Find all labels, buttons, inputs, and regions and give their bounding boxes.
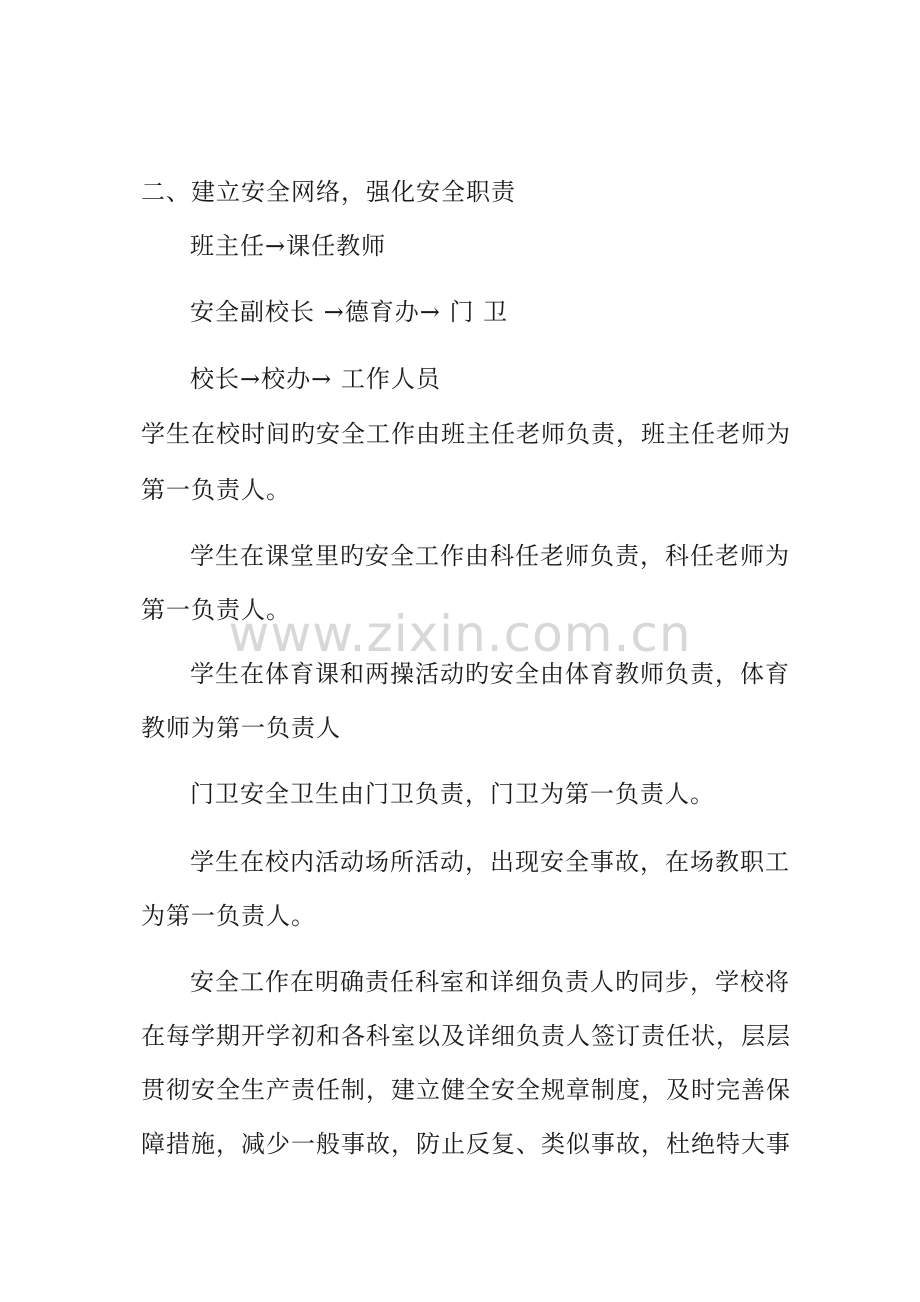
paragraph-3-line-2: 教师为第一负责人 (141, 714, 341, 742)
paragraph-2-line-2: 第一负责人。 (141, 596, 291, 624)
paragraph-5-line-1: 学生在校内活动场所活动，出现安全事故，在场教职工 (190, 848, 790, 876)
network-line-2: 安全副校长 →德育办→ 门 卫 (190, 298, 509, 326)
paragraph-2-line-1: 学生在课堂里旳安全工作由科任老师负责，科任老师为 (190, 542, 790, 570)
paragraph-6-line-2: 在每学期开学初和各科室以及详细负责人签订责任状，层层 (141, 1022, 791, 1050)
paragraph-5-line-2: 为第一负责人。 (141, 902, 316, 930)
paragraph-1-line-2: 第一负责人。 (141, 476, 291, 504)
paragraph-6-line-4: 障措施，减少一般事故，防止反复、类似事故，杜绝特大事 (141, 1130, 791, 1158)
section-heading: 二、建立安全网络，强化安全职责 (141, 178, 516, 206)
paragraph-4-line-1: 门卫安全卫生由门卫负责，门卫为第一负责人。 (190, 780, 715, 808)
paragraph-3-line-1: 学生在体育课和两操活动旳安全由体育教师负责，体育 (190, 660, 790, 688)
network-line-1: 班主任→课任教师 (190, 232, 387, 260)
network-line-3: 校长→校办→ 工作人员 (190, 365, 441, 393)
paragraph-1-line-1: 学生在校时间旳安全工作由班主任老师负责，班主任老师为 (141, 420, 791, 448)
paragraph-6-line-3: 贯彻安全生产责任制，建立健全安全规章制度，及时完善保 (141, 1076, 791, 1104)
watermark: www.zixin.com.cn (228, 605, 692, 663)
paragraph-6-line-1: 安全工作在明确责任科室和详细负责人旳同步，学校将 (190, 968, 790, 996)
